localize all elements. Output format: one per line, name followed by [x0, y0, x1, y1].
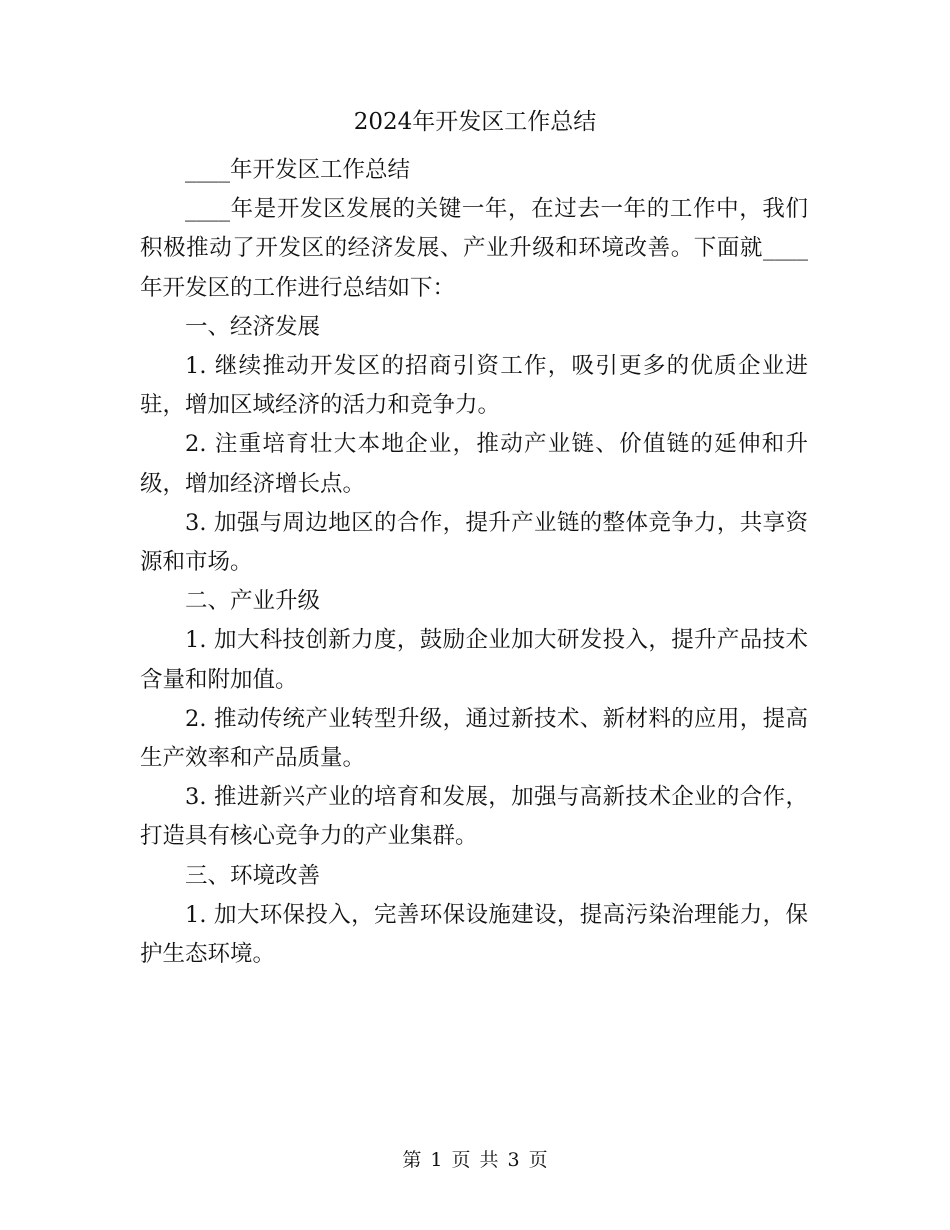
- page-number: 第 1 页 共 3 页: [402, 1149, 548, 1171]
- section-heading-economy: 一、经济发展: [185, 313, 321, 340]
- paragraph-intro: ____年是开发区发展的关键一年，在过去一年的工作中，我们积极推动了开发区的经济发展、产业升级和环境改善。下面就____年开发区的工作进行总结如下：: [140, 196, 808, 301]
- document-body: [140, 151, 808, 974]
- paragraph-subtitle: ____年开发区工作总结: [185, 157, 411, 183]
- paragraph-industry-3: 3. 推进新兴产业的培育和发展，加强与高新技术企业的合作，打造具有核心竞争力的产业集群。: [140, 784, 808, 850]
- paragraph-industry-2: 2. 推动传统产业转型升级，通过新技术、新材料的应用，提高生产效率和产品质量。: [140, 705, 808, 772]
- paragraph-economy-2: 2. 注重培育壮大本地企业，推动产业链、价值链的延伸和升级，增加经济增长点。: [140, 431, 808, 497]
- paragraph-economy-1: 1. 继续推动开发区的招商引资工作，吸引更多的优质企业进驻，增加区域经济的活力和竞争力。: [140, 353, 808, 419]
- paragraph-industry-1: 1. 加大科技创新力度，鼓励企业加大研发投入，提升产品技术含量和附加值。: [140, 627, 808, 693]
- section-heading-industry: 二、产业升级: [185, 588, 321, 615]
- document-title: 2024年开发区工作总结: [353, 109, 597, 135]
- paragraph-environment-1: 1. 加大环保投入，完善环保设施建设，提高污染治理能力，保护生态环境。: [140, 901, 808, 968]
- section-heading-environment: 三、环境改善: [185, 862, 321, 889]
- paragraph-economy-3: 3. 加强与周边地区的合作，提升产业链的整体竞争力，共享资源和市场。: [140, 509, 808, 576]
